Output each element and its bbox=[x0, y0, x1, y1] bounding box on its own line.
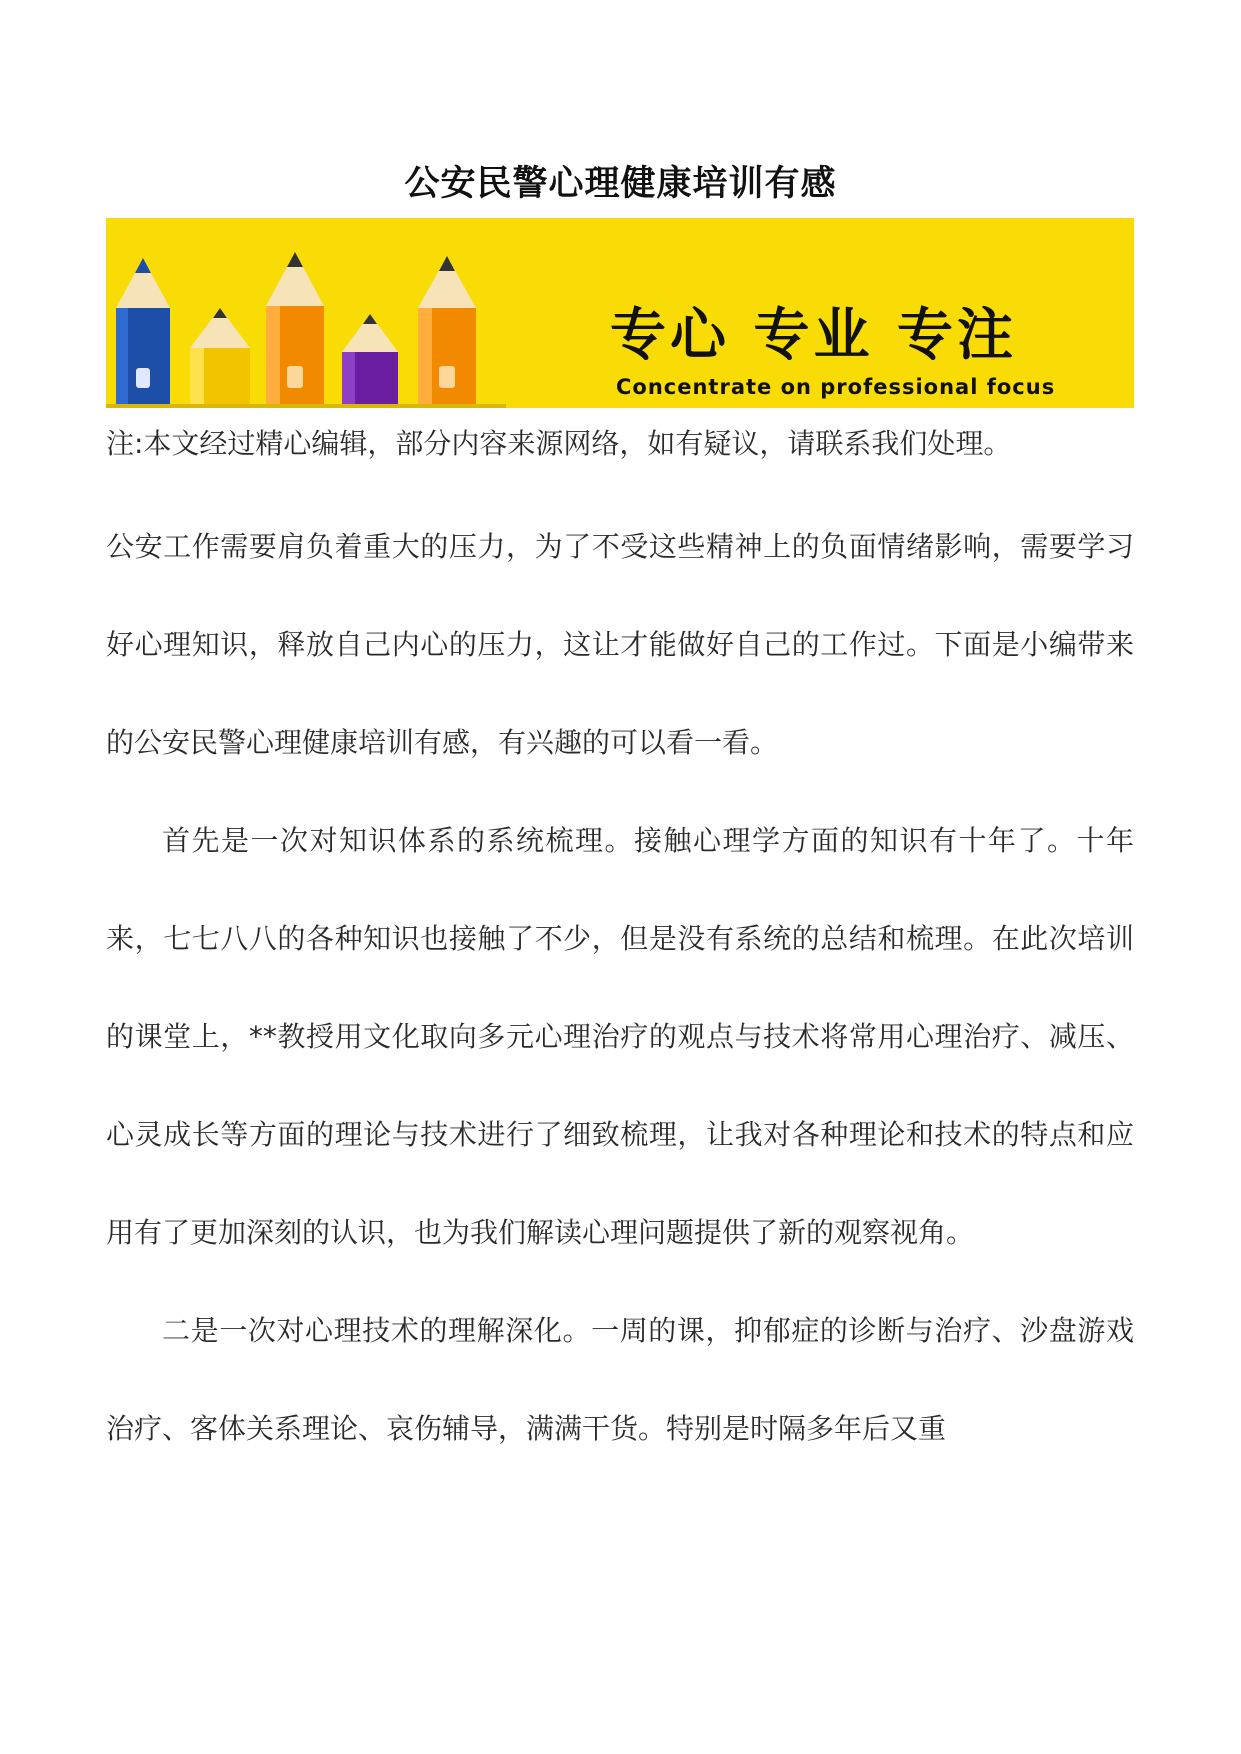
banner-subheading: Concentrate on professional focus bbox=[616, 375, 1056, 399]
banner-heading: 专心 专业 专注 bbox=[610, 303, 1017, 368]
document-body bbox=[106, 420, 1134, 1478]
document-title: 公安民警心理健康培训有感 bbox=[404, 164, 837, 204]
editor-note: 注:本文经过精心编辑，部分内容来源网络，如有疑议，请联系我们处理。 bbox=[106, 427, 1012, 460]
paragraph-first-point: 首先是一次对知识体系的系统梳理。接触心理学方面的知识有十年了。十年来，七七八八的各种知识也接触了不少，但是没有系统的总结和梳理。在此次培训的课堂上，**教授用文化取向多元心理治疗的观点与技术将常用心理治疗、减压、心灵成长等方面的理论与技术进行了细致梳理，让我对各种理论和技术的特点和应用有了更加深刻的认识，也为我们解读心理问题提供了新的观察视角。 bbox=[106, 824, 1134, 1249]
banner-image bbox=[106, 218, 1134, 408]
paragraph-intro: 公安工作需要肩负着重大的压力，为了不受这些精神上的负面情绪影响，需要学习好心理知识，释放自己内心的压力，这让才能做好自己的工作过。下面是小编带来的公安民警心理健康培训有感，有兴趣的可以看一看。 bbox=[106, 530, 1134, 759]
paragraph-second-point: 二是一次对心理技术的理解深化。一周的课，抑郁症的诊断与治疗、沙盘游戏治疗、客体关系理论、哀伤辅导，满满干货。特别是时隔多年后又重 bbox=[106, 1314, 1134, 1445]
